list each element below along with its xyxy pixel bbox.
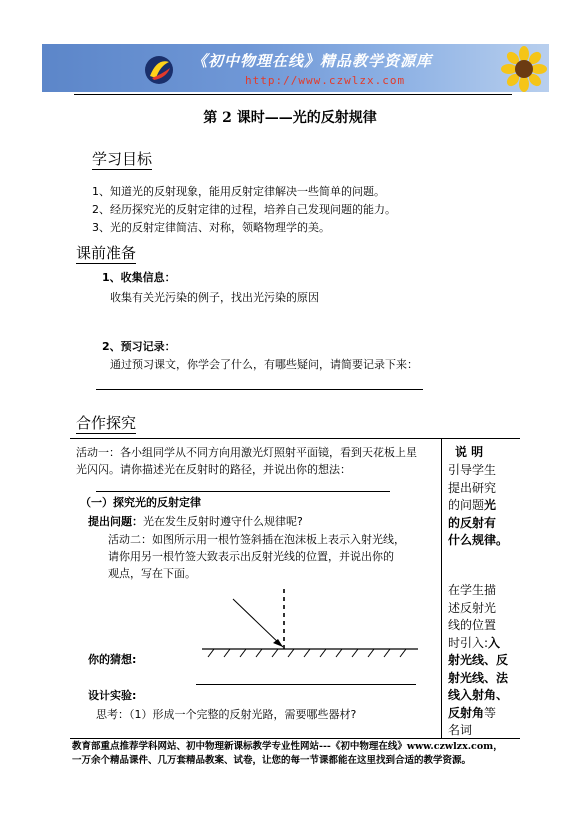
activity1-text: 活动一：各小组同学从不同方向用激光灯照射平面镜，看到天花板上星 光闪闪。请你描述光在反射时的路径，并说出你的想法： — [76, 446, 417, 476]
page-title: 第 2 课时——光的反射规律 — [203, 110, 377, 126]
footer-line-2: 一万余个精品课件、几万套精品教案、试卷，让您的每一节课都能在这里找到合适的教学资源。 — [72, 755, 472, 766]
design-label: 设计实验: — [88, 689, 137, 702]
guess-answer-line — [196, 684, 416, 685]
question-row: 提出问题：光在发生反射时遵守什么规律呢? — [88, 515, 303, 528]
site-logo-icon — [142, 54, 176, 86]
column-divider — [441, 438, 442, 738]
goal-item-2: 2、经历探究光的反射定律的过程，培养自己发现问题的能力。 — [92, 203, 396, 216]
explore-heading: 合作探究 — [76, 414, 137, 432]
table-top-rule — [70, 438, 520, 439]
guess-label: 你的猜想: — [88, 653, 137, 666]
prep-item2-label: 2、预习记录： — [102, 340, 176, 353]
goal-item-1: 1、知道光的反射现象，能用反射定律解决一些简单的问题。 — [92, 185, 385, 198]
prep-heading: 课前准备 — [76, 244, 137, 262]
footer-line-1: 教育部重点推荐学科网站、初中物理新课标教学专业性网站---《初中物理在线》www.czwlzx.com， — [72, 741, 503, 752]
answer-line — [96, 389, 423, 390]
think-question: 思考：（1）形成一个完整的反射光路，需要哪些器材? — [96, 708, 357, 721]
sidebar-note-2: 在学生描 述反射光 线的位置 时引入:入 射光线、反 射光线、法 线入射角、 反射角等 名词 — [448, 583, 509, 737]
prep-item1-label: 1、收集信息： — [102, 271, 176, 284]
section1-heading: （一）探究光的反射定律 — [80, 496, 201, 509]
mirror-hatching — [208, 649, 406, 657]
goal-item-3: 3、光的反射定律简洁、对称，领略物理学的美。 — [92, 221, 330, 234]
banner-url[interactable]: http://www.czwlzx.com — [245, 74, 406, 87]
sidebar-note-1: 引导学生 提出研究 的问题光 的反射有 什么规律。 — [448, 463, 509, 547]
activity1-answer-line — [96, 491, 390, 492]
incident-ray — [233, 599, 283, 647]
footer — [72, 740, 517, 768]
footer-rule — [70, 738, 520, 739]
sidebar-heading: 说 明 — [455, 445, 484, 459]
site-banner — [42, 44, 549, 92]
prep-item2-text: 通过预习课文，你学会了什么，有哪些疑问，请简要记录下来： — [110, 358, 418, 371]
goals-heading: 学习目标 — [92, 150, 153, 168]
incident-ray-arrowhead — [273, 639, 283, 647]
activity2-text: 活动二：如图所示用一根竹签斜插在泡沫板上表示入射光线， 请你用另一根竹签大致表示出反射光线的位置，并说出你的 观点，写在下面。 — [108, 533, 405, 580]
header-rule — [74, 94, 512, 95]
banner-wordmark: 《初中物理在线》精品教学资源库 — [192, 52, 433, 70]
reflection-diagram — [200, 585, 420, 665]
prep-item1-text: 收集有关光污染的例子，找出光污染的原因 — [110, 291, 319, 304]
sunflower-icon — [501, 46, 547, 92]
